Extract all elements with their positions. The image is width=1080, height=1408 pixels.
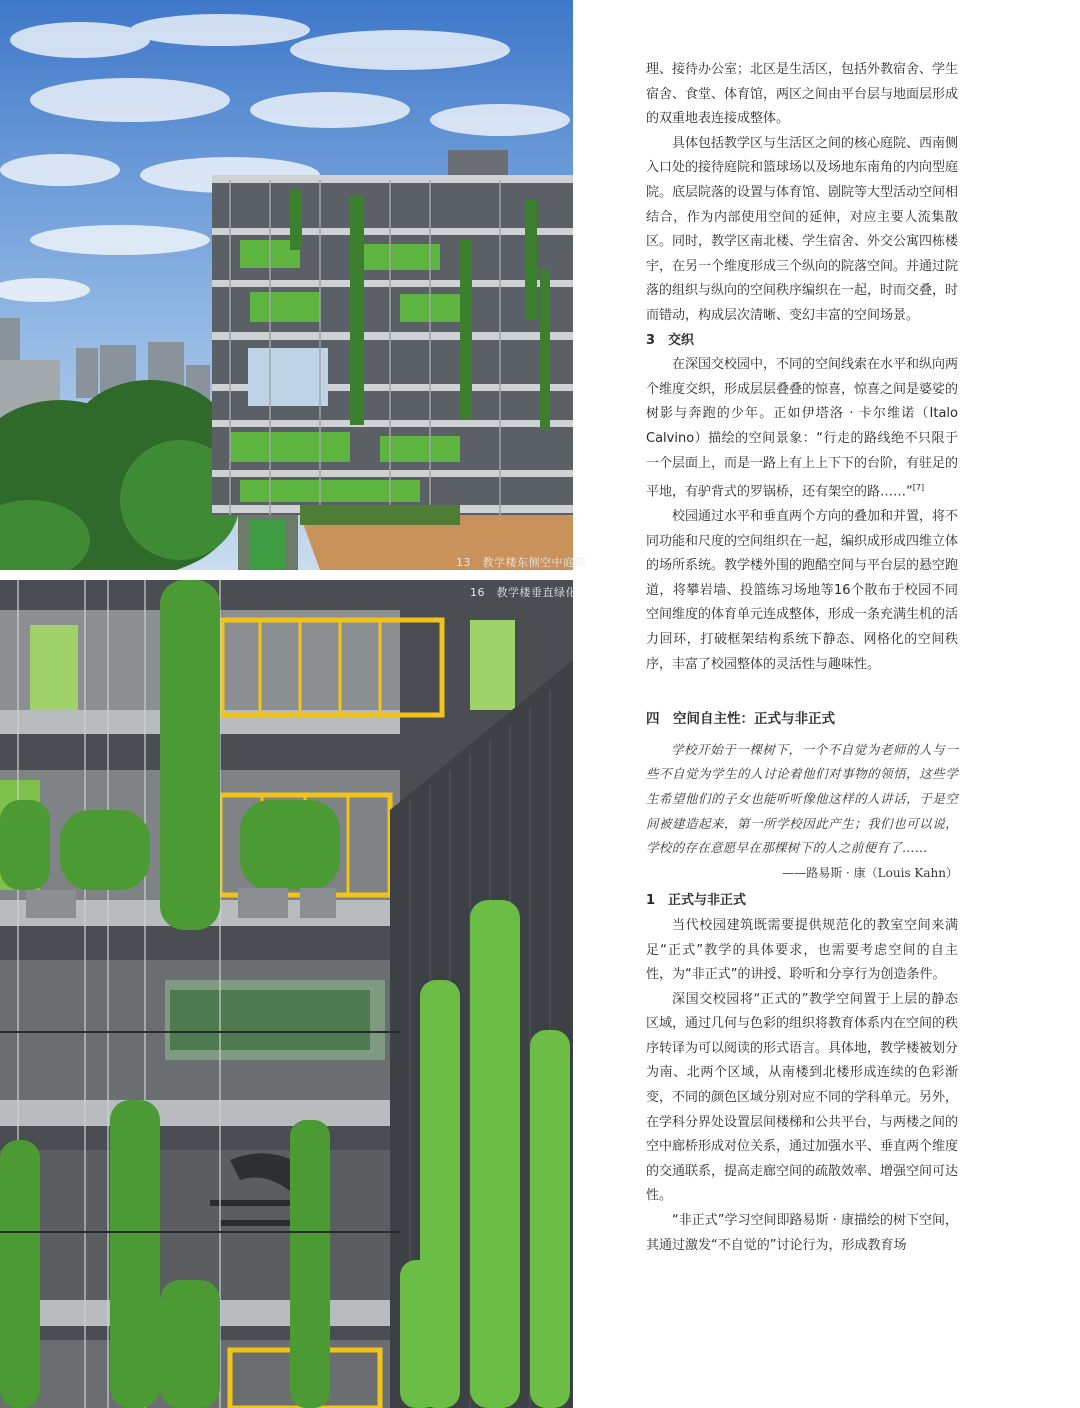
- photo-bottom-illustration: [0, 580, 573, 1408]
- paragraph-courtyards: 具体包括教学区与生活区之间的核心庭院、西南侧入口处的接待庭院和篮球场以及场地东南角的内向型庭院。底层院落的设置与体育馆、剧院等大型活动空间相结合，作为内部使用空间的延伸，对应主要人流集散区。同时，教学区南北楼、学生宿舍、外交公寓四栋楼宇，在另一个维度形成三个纵向的院落空间。并通过院落的组织与纵向的空间秩序编织在一起，时而交叠，时而错动，构成层次清晰、变幻丰富的空间场景。: [646, 135, 959, 323]
- subheading-interweave: 3 交织: [646, 332, 695, 348]
- subheading-formal-informal: 1 正式与非正式: [646, 893, 747, 909]
- paragraph-formal-spaces: 深国交校园将“正式的”教学空间置于上层的静态区域，通过几何与色彩的组织将教育体系内在空间的秩序转译为可以阅读的形式语言。具体地，教学楼被划分为南、北两个区域，从南楼到北楼形成连续的色彩渐变，不同的颜色区域分别对应不同的学科单元。另外，在学科分界处设置层间楼梯和公共平台，与两楼之间的空中廊桥形成对位关系，通过加强水平、垂直两个维度的交通联系，提高走廊空间的疏散效率、增强空间可达性。: [646, 991, 959, 1204]
- caption-top-photo: 13 教学楼东侧空中庭院: [456, 556, 586, 569]
- paragraph-interweave-text: 在深国交校园中，不同的空间线索在水平和纵向两个维度交织，形成层层叠叠的惊喜，惊喜之间是婆娑的树影与奔跑的少年。正如伊塔洛 · 卡尔维诺（Italo Calvino）描绘的空间景象：“行走的路线绝不只限于一个层面上，而是一路上有上上下下的台阶，有驻足的平地，有驴背式的罗锅桥，还有架空的路……”: [646, 357, 959, 500]
- paragraph-interweave-calvino: [646, 353, 958, 505]
- photo-vertical-greening: [0, 580, 573, 1408]
- paragraph-campus-zones: 理、接待办公室；北区是生活区，包括外教宿舍、学生宿舍、食堂、体育馆，两区之间由平台层与地面层形成的双重地表连接成整体。: [646, 62, 959, 127]
- section-heading-autonomy: 四 空间自主性：正式与非正式: [646, 711, 835, 728]
- paragraph-informal-spaces: “非正式”学习空间即路易斯 · 康描绘的树下空间，其通过激发“不自觉的”讨论行为，形成教育场: [646, 1213, 958, 1253]
- article-text-column: [646, 58, 958, 1258]
- paragraph-four-dimensional: 校园通过水平和垂直两个方向的叠加和并置，将不同功能和尺度的空间组织在一起，编织成形成四维立体的场所系统。教学楼外围的跑酷空间与平台层的悬空跑道，将攀岩墙、投篮练习场地等16个散布于校园不同空间维度的体育单元连成整体，形成一条充满生机的活力回环，打破框架结构系统下静态、网格化的空间秩序，丰富了校园整体的灵活性与趣味性。: [646, 509, 959, 672]
- caption-bottom-photo: 16 教学楼垂直绿化: [470, 586, 577, 599]
- photo-teaching-building-courtyard: [0, 0, 573, 570]
- kahn-quote-source: ——路易斯 · 康（Louis Kahn）: [782, 865, 958, 880]
- photo-top-illustration: [0, 0, 573, 570]
- paragraph-formal-requirements: 当代校园建筑既需要提供规范化的教室空间来满足“正式”教学的具体要求，也需要考虑空间的自主性，为“非正式”的讲授、聆听和分享行为创造条件。: [646, 917, 958, 983]
- reference-marker: [7]: [912, 483, 925, 493]
- kahn-quote: 学校开始于一棵树下，一个不自觉为老师的人与一些不自觉为学生的人讨论着他们对事物的领悟，这些学生希望他们的子女也能听听像他这样的人讲话，于是空间被建造起来，第一所学校因此产生；我们也可以说，学校的存在意愿早在那棵树下的人之前便有了……: [646, 741, 958, 856]
